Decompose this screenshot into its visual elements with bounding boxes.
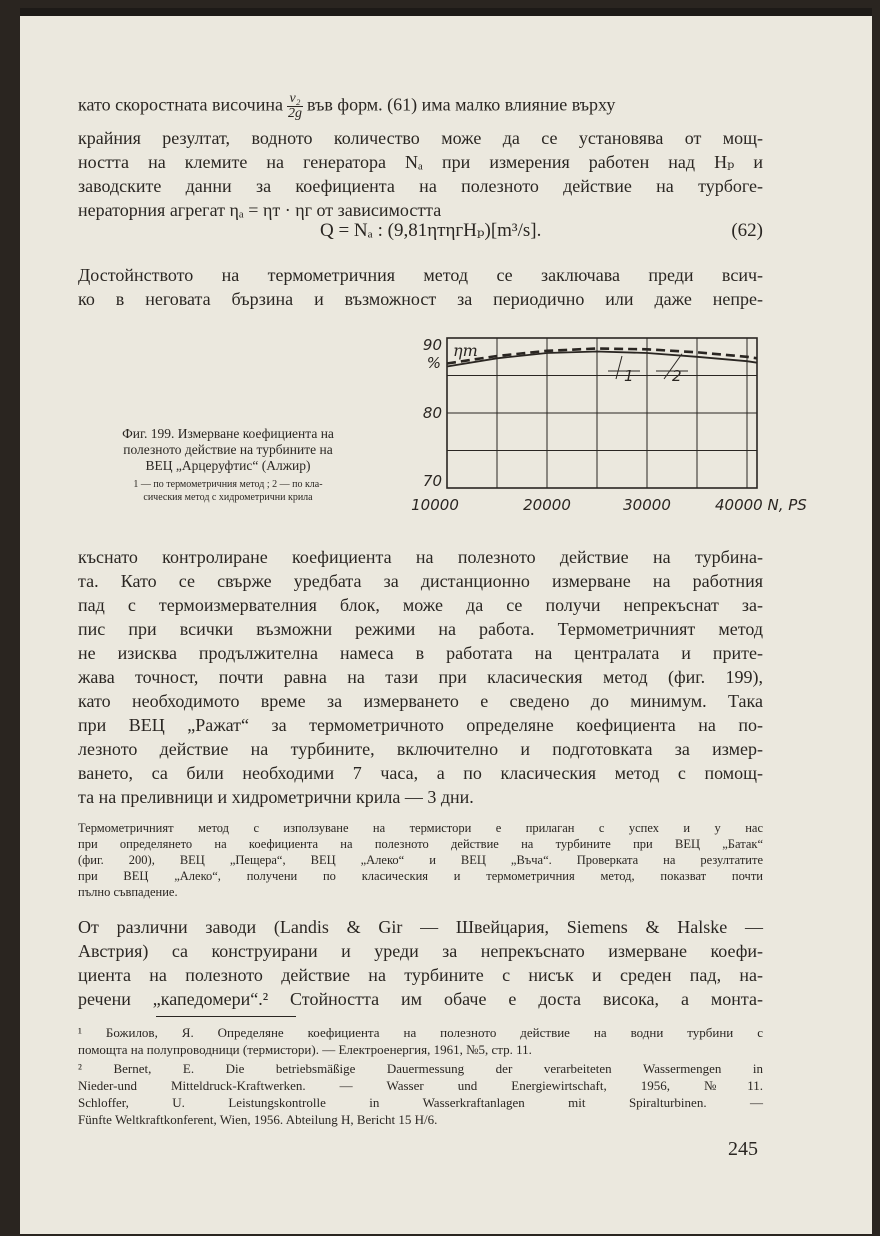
footnote-divider: [156, 1016, 296, 1017]
page-top-edge: [20, 8, 872, 16]
para3-line8: при ВЕЦ „Ражат“ за термометричното определяне коефициента на по-: [78, 715, 763, 735]
footnote2-line2: Nieder-und Mitteldruck-Kraftwerken. — Wasser und Energiewirtschaft, 1956, №11.: [78, 1078, 763, 1093]
figure-caption: [78, 426, 378, 504]
x-tick-label-0: 10000: [411, 496, 459, 514]
note-line5: пълно съвпадение.: [78, 885, 178, 899]
page-number: 245: [728, 1138, 758, 1160]
y-tick-label-1: 80: [422, 404, 442, 422]
fraction-numerator: v₂: [289, 91, 301, 106]
note-line2: при определянето на коефициента на полезното действие на турбините при ВЕЦ „Батак“: [78, 837, 763, 851]
velocity-head-fraction: [287, 92, 302, 121]
annotation-label-1: 1: [624, 367, 634, 385]
para4-line1: От различни заводи (Landis & Gir — Швейцария, Siemens & Halske —: [78, 917, 763, 937]
para3-line7: като необходимото време за измерването е сведено до минимум. Така: [78, 691, 763, 711]
footnote3-line1: Schloffer, U. Leistungskontrolle in Wasserkraftanlagen mit Spiralturbinen. —: [78, 1095, 763, 1110]
para3-line6: жава точност, почти равна на тази при класическия метод (фиг. 199),: [78, 667, 763, 687]
caption-legend1: 1 — по термометричния метод ; 2 — по кла-: [133, 479, 323, 490]
para1-line1: [78, 92, 763, 121]
para4-line3: циента на полезното действие на турбините с нисък и среден пад, на-: [78, 965, 763, 985]
footnote1-line1: ¹ Божилов, Я. Определяне коефициента на полезното действие на водни турбини с: [78, 1025, 763, 1040]
para1-line4: заводските данни за коефициента на полезното действие на турбоге-: [78, 176, 763, 196]
para1-line5: нераторния агрегат ηₐ = ηт · ηг от зависимостта: [78, 200, 442, 220]
equation-number: (62): [731, 220, 763, 241]
x-tick-label-1: 20000: [523, 496, 571, 514]
footnote1-line2: помощта на полупроводници (термистори). — Електроенергия, 1961, №5, стр. 11.: [78, 1042, 532, 1057]
para4-line2: Австрия) са конструирани и уреди за непрекъснато измерване коефи-: [78, 941, 763, 961]
caption-line3: ВЕЦ „Арцеруфтис“ (Алжир): [145, 458, 311, 473]
para4-line4: речени „капедомери“.² Стойността им обаче е доста висока, а монта-: [78, 989, 763, 1009]
fraction-denominator: 2g: [288, 106, 302, 121]
para3-line4: пис при всички възможни режими на работа. Термометричният метод: [78, 619, 763, 639]
series-line-1: [447, 352, 757, 367]
caption-line1: Фиг. 199. Измерване коефициента на: [122, 426, 334, 441]
note-line1: Термометричният метод с използуване на термистори е прилаган с успех и у нас: [78, 821, 763, 835]
annotation-label-2: 2: [672, 367, 682, 385]
para1-line1-end: във форм. (61) има малко влияние върху: [307, 94, 616, 115]
para1-line3: ността на клемите на генератора Nₐ при измерения работен над Hₚ и: [78, 152, 763, 172]
para3-line11: та на преливници и хидрометрични крила — 3 дни.: [78, 787, 474, 807]
y-tick-label-0: 90: [422, 336, 442, 354]
book-page: [20, 8, 872, 1234]
para1-line1-start: като скоростната височина: [78, 94, 283, 115]
x-tick-label-2: 30000: [623, 496, 671, 514]
para3-line10: ването, са били необходими 7 часа, а по класическия метод с помощ-: [78, 763, 763, 783]
efficiency-chart: [392, 313, 807, 523]
note-line3: (фиг. 200), ВЕЦ „Пещера“, ВЕЦ „Алеко“ и ВЕЦ „Въча“. Проверката на резултатите: [78, 853, 763, 867]
para3-line2: та. Като се свърже уредбата за дистанционно измерване на работния: [78, 571, 763, 591]
y-axis-label: ηт: [453, 341, 478, 360]
para2-line2: ко в неговата бързина и възможност за периодично или даже непре-: [78, 289, 763, 309]
caption-legend2: сическия метод с хидрометрични крила: [143, 492, 313, 503]
para3-line3: пад с термоизмервателния блок, може да се получи непрекъснат за-: [78, 595, 763, 615]
x-tick-label-3: 40000 N, PS: [715, 496, 807, 514]
caption-line2: полезното действие на турбините на: [123, 442, 333, 457]
footnote3-line2: Fünfte Weltkraftkonferent, Wien, 1956. Abteilung H, Bericht 15 H/6.: [78, 1112, 438, 1127]
para3-line1: къснато контролиране коефициента на полезното действие на турбина-: [78, 547, 763, 567]
note-line4: при ВЕЦ „Алеко“, получени по класическия и термометричния метод, показват почти: [78, 869, 763, 883]
y-tick-label-2: 70: [422, 472, 442, 490]
para3-line9: лезното действие на турбините, включително и подготовката за измер-: [78, 739, 763, 759]
para3-line5: не изисква продължителна намеса в работата на централата и прите-: [78, 643, 763, 663]
y-unit-label: %: [426, 354, 441, 372]
equation-62: [78, 216, 763, 246]
equation-formula: Q = Nₐ : (9,81ηтηгHₚ)[m³/s].: [320, 220, 542, 241]
footnote2-line1: ² Bernet, E. Die betriebsmäßige Dauermessung der verarbeiteten Wassermengen in: [78, 1061, 763, 1076]
para2-line1: Достойнството на термометричния метод се заключава преди всич-: [78, 265, 763, 285]
para1-line2: крайния резултат, водното количество може да се установява от мощ-: [78, 128, 763, 148]
